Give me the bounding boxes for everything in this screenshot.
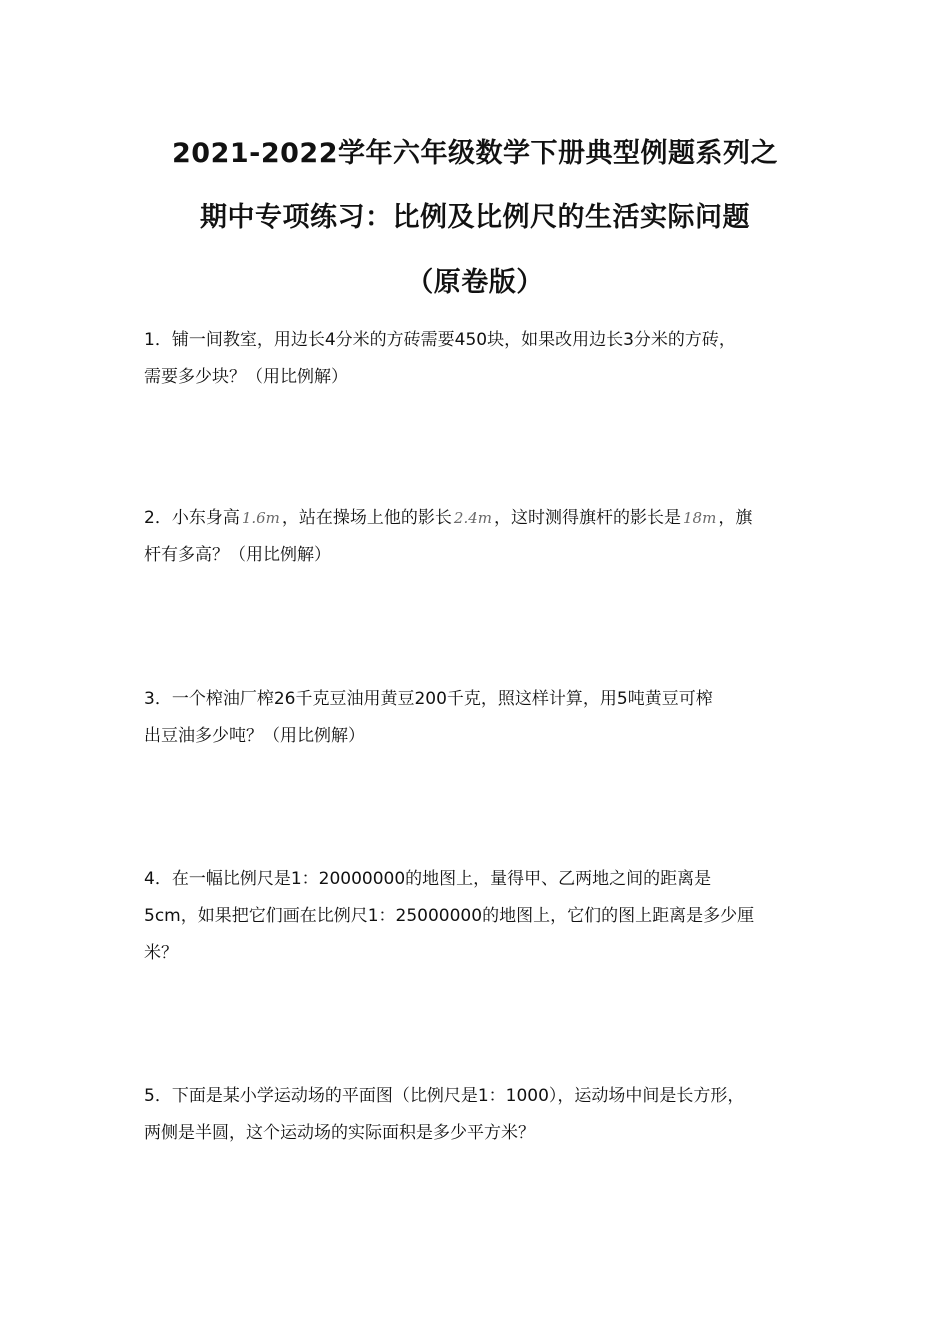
question-4-line-3: 米？ — [144, 943, 178, 963]
question-5 — [144, 1078, 816, 1152]
question-2 — [144, 500, 816, 574]
flagpole-shadow-value: 18m — [683, 509, 717, 527]
question-5-line-1: 5．下面是某小学运动场的平面图（比例尺是1：1000），运动场中间是长方形， — [144, 1086, 745, 1106]
question-1-line-2: 需要多少块？（用比例解） — [144, 367, 348, 387]
question-1 — [144, 322, 816, 396]
question-2-text-a: 2．小东身高 — [144, 508, 240, 528]
question-3 — [144, 681, 816, 755]
question-2-text-b: ，站在操场上他的影长 — [281, 508, 452, 528]
question-2-text-d: ，旗 — [718, 508, 753, 528]
question-2-line-2: 杆有多高？（用比例解） — [144, 545, 331, 565]
title-line-3: （原卷版） — [406, 267, 544, 298]
question-2-text-c: ，这时测得旗杆的影长是 — [494, 508, 682, 528]
question-4 — [144, 861, 816, 972]
question-2-line-1 — [144, 500, 816, 537]
question-3-line-1: 3．一个榨油厂榨26千克豆油用黄豆200千克，照这样计算，用5吨黄豆可榨 — [144, 689, 713, 709]
question-4-line-1: 4．在一幅比例尺是1：20000000的地图上，量得甲、乙两地之间的距离是 — [144, 869, 712, 889]
height-value: 1.6m — [241, 509, 280, 527]
question-4-line-2: 5cm，如果把它们画在比例尺1：25000000的地图上，它们的图上距离是多少厘 — [144, 906, 755, 926]
question-3-line-2: 出豆油多少吨？（用比例解） — [144, 726, 365, 746]
question-5-line-2: 两侧是半圆，这个运动场的实际面积是多少平方米？ — [144, 1123, 535, 1143]
question-1-line-1: 1．铺一间教室，用边长4分米的方砖需要450块，如果改用边长3分米的方砖， — [144, 330, 736, 350]
shadow-value: 2.4m — [453, 509, 493, 527]
title-line-1: 2021-2022学年六年级数学下册典型例题系列之 — [172, 138, 778, 169]
title-line-2: 期中专项练习：比例及比例尺的生活实际问题 — [200, 202, 750, 233]
